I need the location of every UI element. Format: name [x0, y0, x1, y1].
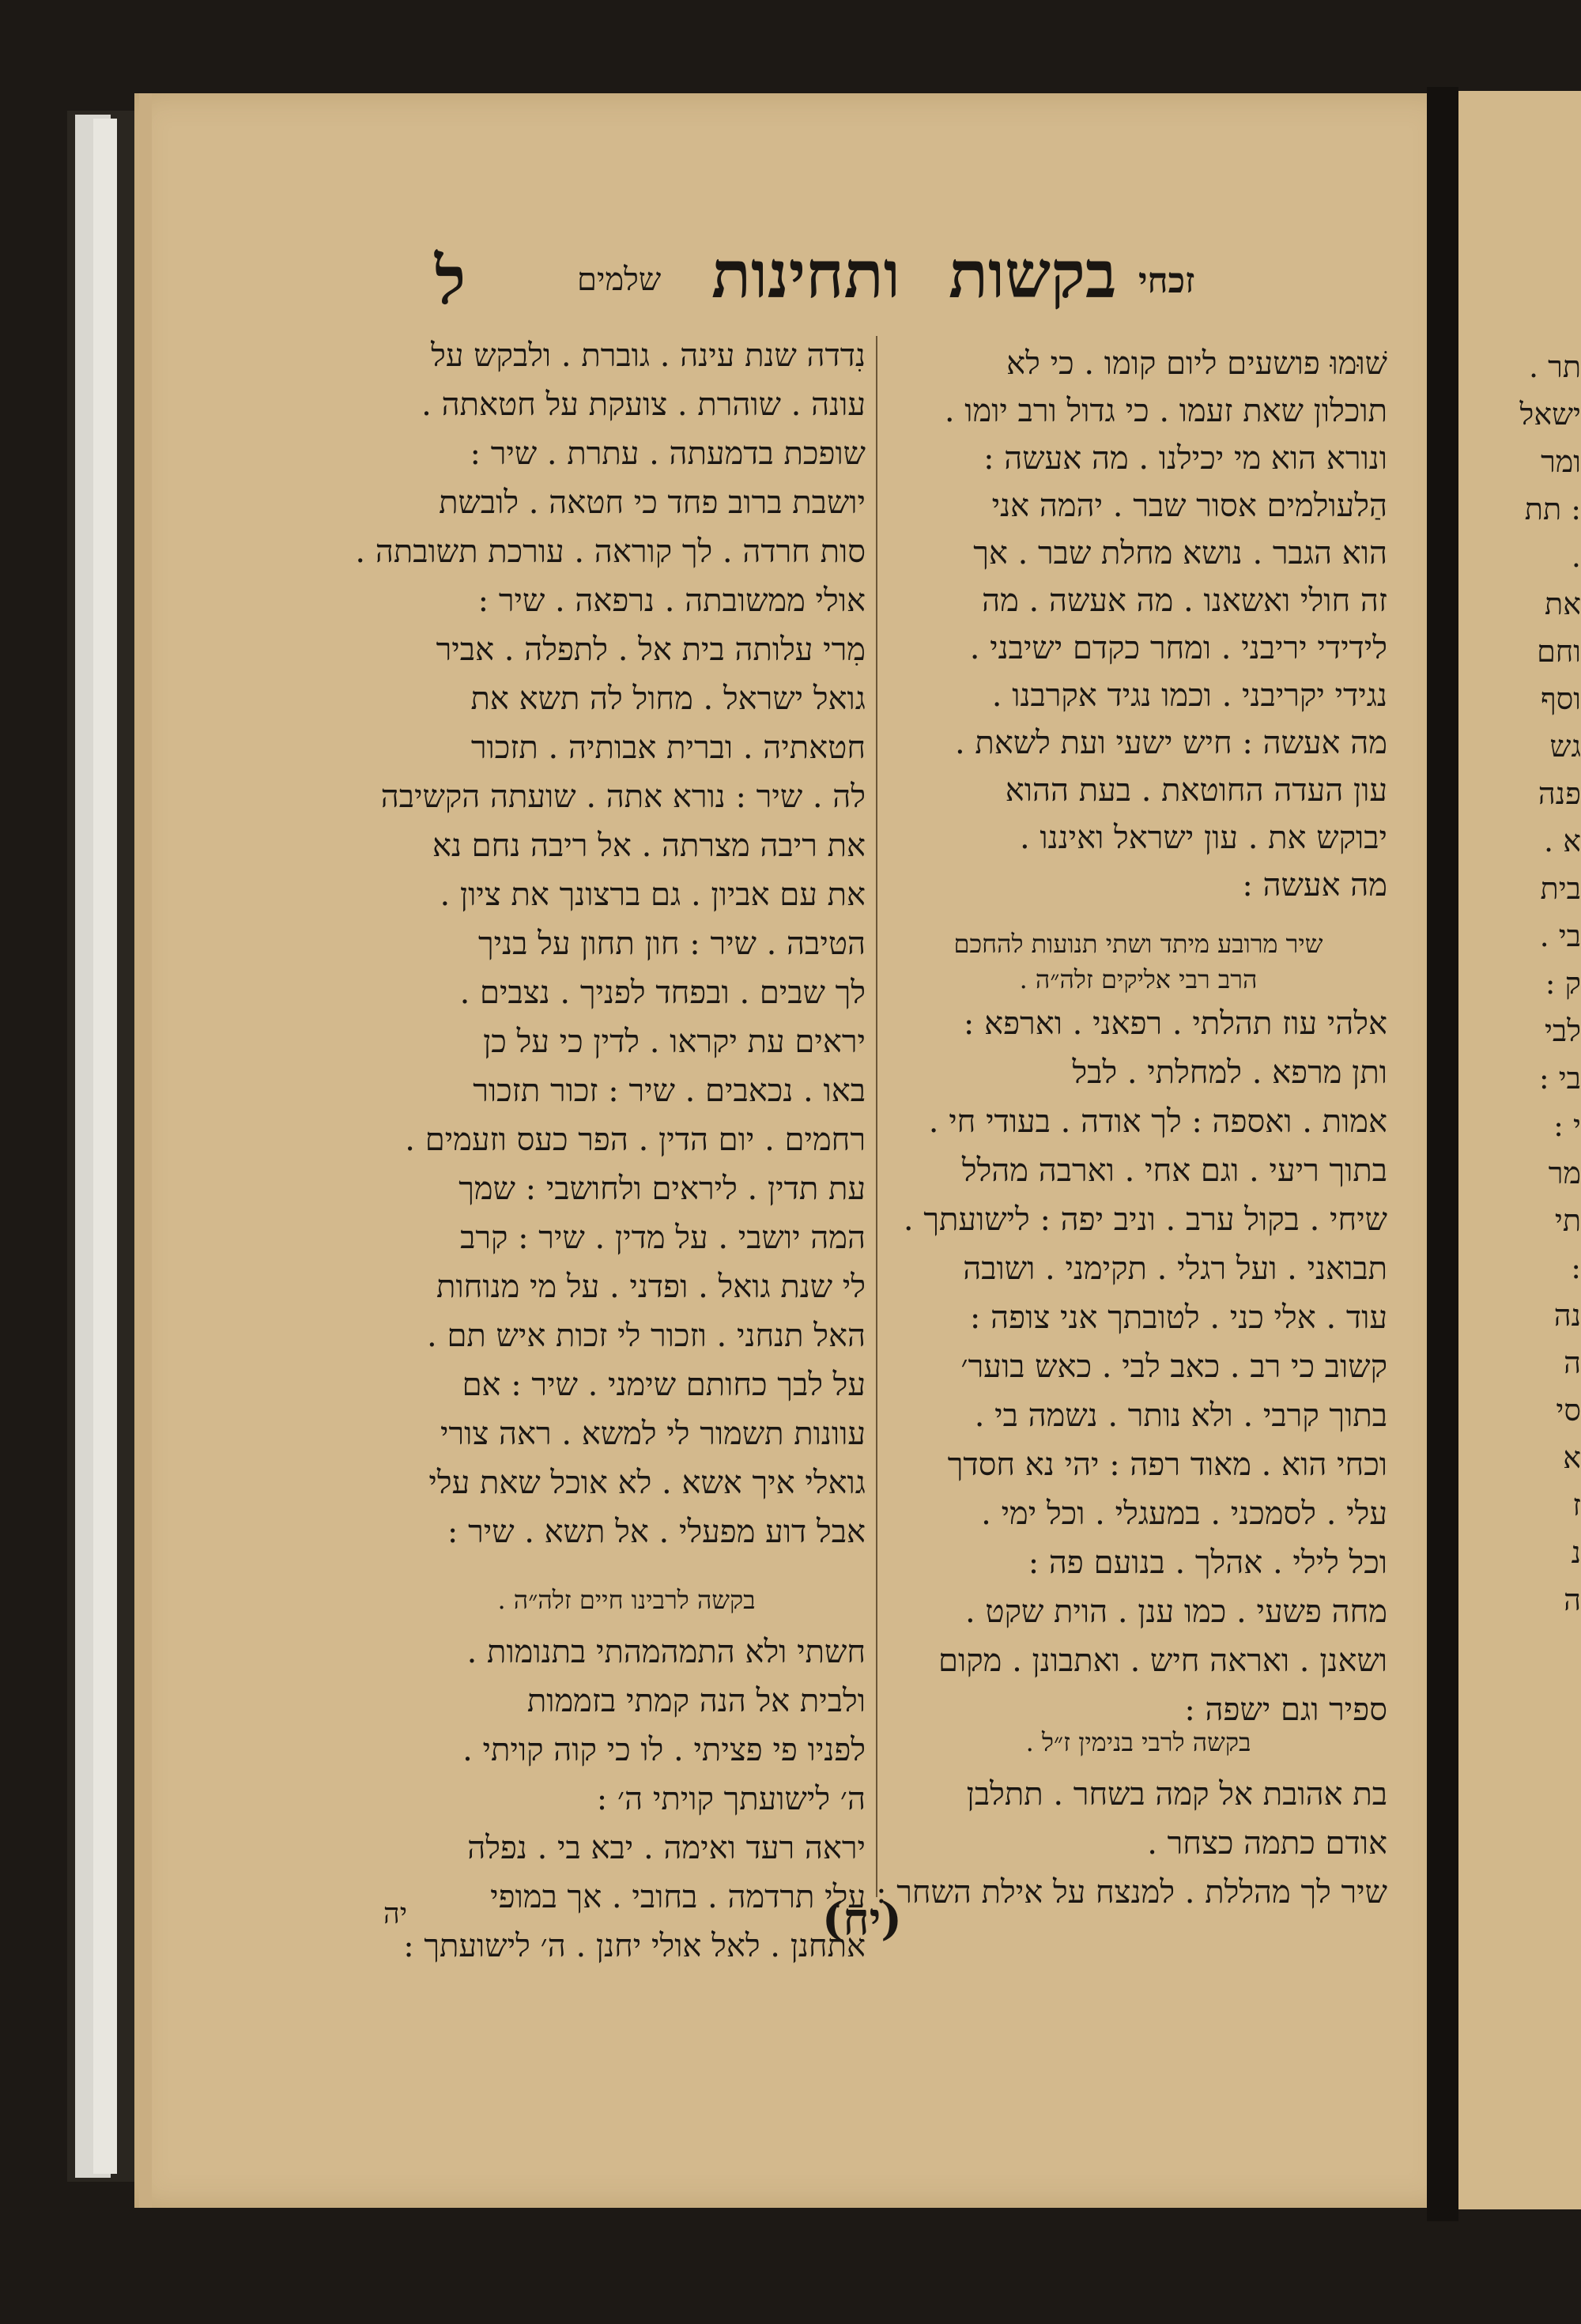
poem-line: וכחי הוא . מאוד רפה : יהי נא חסדך [947, 1447, 1387, 1483]
poem-line: בתוך קרבי . ולא נותר . נשמה בי . [974, 1398, 1387, 1434]
text-line: יבוקש את . עון ישראל ואיננו . [1019, 820, 1387, 856]
poem-line: שיר לך מהללת . למנצח על אילת השחר : [876, 1874, 1387, 1911]
page-block-edge-light [93, 119, 117, 2174]
next-page-line: ישאל [1519, 397, 1581, 432]
header-word-left: זכחי [1138, 261, 1195, 301]
text-line: אבל דוע מפעלי . אל תשא . שיר : [447, 1514, 866, 1550]
page-fold [139, 93, 152, 2208]
poem-title: הרב רבי אליקים זלה״ה . [1019, 964, 1258, 994]
next-page-line: ק : [1545, 966, 1581, 1001]
next-page-partial [1458, 91, 1581, 2209]
text-line: סות חרדה . לך קוראה . עורכת תשובתה . [355, 534, 866, 570]
text-line: את עם אביון . גם ברצונך את ציון . [440, 877, 866, 913]
catchword: יה [383, 1898, 408, 1930]
next-page-line: ומר [1541, 444, 1581, 479]
text-line: שׁוּמוּ פושעים ליום קומו . כי לא [1006, 345, 1387, 382]
text-line: לי שנת גואל . ופדני . על מי מנוחות [436, 1269, 866, 1305]
next-page-line: תר . [1529, 349, 1581, 384]
header-folio: ל [435, 241, 466, 319]
text-line: המה יושבי . על מדין . שיר : קרב [460, 1220, 866, 1256]
next-page-line: גש [1549, 729, 1581, 764]
next-page-line: : [1571, 1251, 1581, 1285]
poem-line: יראה רעד ואימה . יבא בי . נפלה [467, 1830, 866, 1866]
text-line: באו . נכאבים . שיר : זכור תזכור [473, 1073, 866, 1109]
text-line: לה . שיר : נורא אתה . שועתה הקשיבה [380, 779, 866, 815]
column-separator [876, 336, 877, 1897]
poem-line: אלהי עוז תהלתי . רפאני . וארפא : [963, 1005, 1387, 1042]
next-page-line: א . [1544, 824, 1581, 858]
next-page-line: וחם [1537, 634, 1581, 669]
next-page-line: ה [1564, 1583, 1581, 1617]
text-line: נִדדה שנת עינה . גוברת . ולבקש על [431, 338, 866, 374]
poem-line: לפניו פי פציתי . לו כי קוה קויתי . [462, 1732, 866, 1768]
text-line: אולי ממשובתה . נרפאה . שיר : [477, 583, 866, 619]
next-page-line: מר [1548, 1156, 1581, 1190]
text-line: הַלעולמים אסור שבר . יהמה אני [991, 488, 1387, 524]
next-page-line: וסף [1540, 681, 1581, 716]
text-line: לך שבים . ובפחד לפניך . נצבים . [459, 975, 866, 1011]
poem-line: תבואני . ועל רגלי . תקימני . ושובה [963, 1251, 1387, 1287]
next-page-line: בי . [1539, 919, 1581, 953]
poem-title: בקשה לרבינו חיים זלה״ה . [497, 1585, 756, 1615]
text-line: על לבך כחותם שימני . שיר : אם [462, 1367, 866, 1403]
next-page-line: את [1545, 587, 1581, 621]
text-line: תוכלון שאת זעמו . כי גדול ורב יומו . [944, 393, 1387, 429]
next-page-line: ה [1564, 1345, 1581, 1380]
next-page-line: י : [1553, 1108, 1581, 1143]
next-page-line: פנה [1538, 776, 1581, 811]
text-line: שופכת בדמעתה . עתרת . שיר : [470, 436, 866, 472]
next-page-line: לבי [1544, 1013, 1581, 1048]
next-page-line: . [1571, 539, 1581, 574]
next-page-line: נה [1553, 1298, 1581, 1333]
poem-line: אתחנן . לאל אולי יחנן . ה׳ לישועתך : [403, 1928, 866, 1964]
text-line: רחמים . יום הדין . הפר כעס וזעמים . [405, 1122, 866, 1158]
header-title-2: ותחינות [711, 237, 900, 313]
next-page-line: תי [1554, 1203, 1581, 1238]
page-number: (יח) [822, 1893, 902, 1945]
text-line: האל תנחני . וזכור לי זכות איש תם . [427, 1318, 866, 1354]
left-column [355, 338, 866, 1964]
poem-line: עלי תרדמה . בחובי . אך במופי [490, 1879, 866, 1915]
poem-line: בת אהובת אל קמה בשחר . תתלבן [966, 1776, 1387, 1813]
poem-line: ושאנן . ואראה חיש . ואתבונן . מקום [938, 1643, 1387, 1679]
text-line: עוונות תשמור לי למשא . ראה צורי [440, 1416, 866, 1452]
text-line: לידידי יריבני . ומחר כקדם ישיבני . [969, 630, 1387, 666]
poem-line: ולבית אל הנה קמתי בזממות [526, 1683, 866, 1719]
text-line: מה אעשה : [1242, 867, 1387, 904]
poem-line: חשתי ולא התמהמהתי בתנומות . [466, 1634, 866, 1670]
text-line: חטאתיה . וברית אבותיה . תזכור [470, 730, 866, 766]
text-line: גואל ישראל . מחול לה תשא את [470, 681, 866, 717]
text-line: הוא הגבר . נושא מחלת שבר . אך [973, 535, 1387, 572]
poem-line: ספיר וגם ישפה : [1184, 1692, 1387, 1728]
text-line: את ריבה מצרתה . אל ריבה נחם נא [432, 828, 866, 864]
poem-line: קשוב כי רב . כאב לבי . כאש בוער׳ [960, 1349, 1387, 1385]
next-page-line: נ [1571, 1535, 1581, 1570]
header-title-1: בקשות [949, 237, 1117, 313]
text-line: מִרי עלותה בית אל . לתפלה . אביר [436, 632, 866, 668]
poem-line: ותן מרפא . למחלתי . לבל [1072, 1054, 1387, 1091]
text-line: יראים עת יקראו . לדין כי על כן [483, 1024, 866, 1060]
poem-title: בקשה לרבי בנימין ז״ל . [1025, 1727, 1251, 1757]
header-word-right: שלמים [577, 262, 662, 298]
text-line: עון העדה החוטאת . בעת ההוא [1005, 772, 1387, 809]
next-page-line: סי [1556, 1393, 1581, 1428]
text-line: יושבת ברוב פחד כי חטאה . לובשת [439, 485, 866, 521]
poem-line: שיחי . בקול ערב . וניב יפה : לישועתך . [903, 1202, 1387, 1238]
poem-title: שיר מרובע מיתד ושתי תנועות להחכם [953, 929, 1323, 959]
poem-line: בתוך ריעי . וגם אחי . וארבה מהלל [961, 1153, 1387, 1189]
poem-line: מחה פשעי . כמו ענן . הוית שקט . [964, 1594, 1387, 1630]
text-line: ונורא הוא מי יכילנו . מה אעשה : [983, 440, 1387, 477]
next-page-line: : תת [1524, 492, 1581, 526]
text-line: מה אעשה : חיש ישעי ועת לשאת . [955, 725, 1387, 761]
text-line: הטיבה . שיר : חון תחון על בניך [478, 926, 866, 962]
text-line: זה חולי ואשאנו . מה אעשה . מה [982, 583, 1387, 619]
poem-line: ה׳ לישועתך קויתי ה׳ : [596, 1781, 866, 1817]
text-line: עונה . שוהרת . צועקת על חטאתה . [421, 387, 866, 423]
text-line: גואלי איך אשא . לא אוכל שאת עלי [428, 1465, 866, 1501]
next-page-line: ז [1572, 1488, 1581, 1522]
book-gutter [1427, 87, 1458, 2221]
next-page-line: בי : [1538, 1061, 1581, 1096]
poem-line: אמות . ואספה : לך אודה . בעודי חי . [928, 1104, 1387, 1140]
poem-line: עוד . אלי כני . לטובתך אני צופה : [969, 1300, 1387, 1336]
poem-line: עלי . לסמכני . במעגלי . וכל ימי . [981, 1496, 1387, 1532]
running-header [411, 237, 1375, 324]
text-line: עת תדין . ליראים ולחושבי : שמך [458, 1171, 866, 1207]
poem-line: וכל לילי . אהלך . בנועם פה : [1028, 1545, 1387, 1581]
next-page-line: בית [1540, 871, 1581, 906]
next-page-line: א [1563, 1440, 1581, 1475]
right-column [876, 345, 1387, 1911]
text-line: נגידי יקריבני . וכמו נגיד אקרבנו . [991, 677, 1387, 714]
poem-line: אודם כתמה כצחר . [1147, 1825, 1387, 1862]
